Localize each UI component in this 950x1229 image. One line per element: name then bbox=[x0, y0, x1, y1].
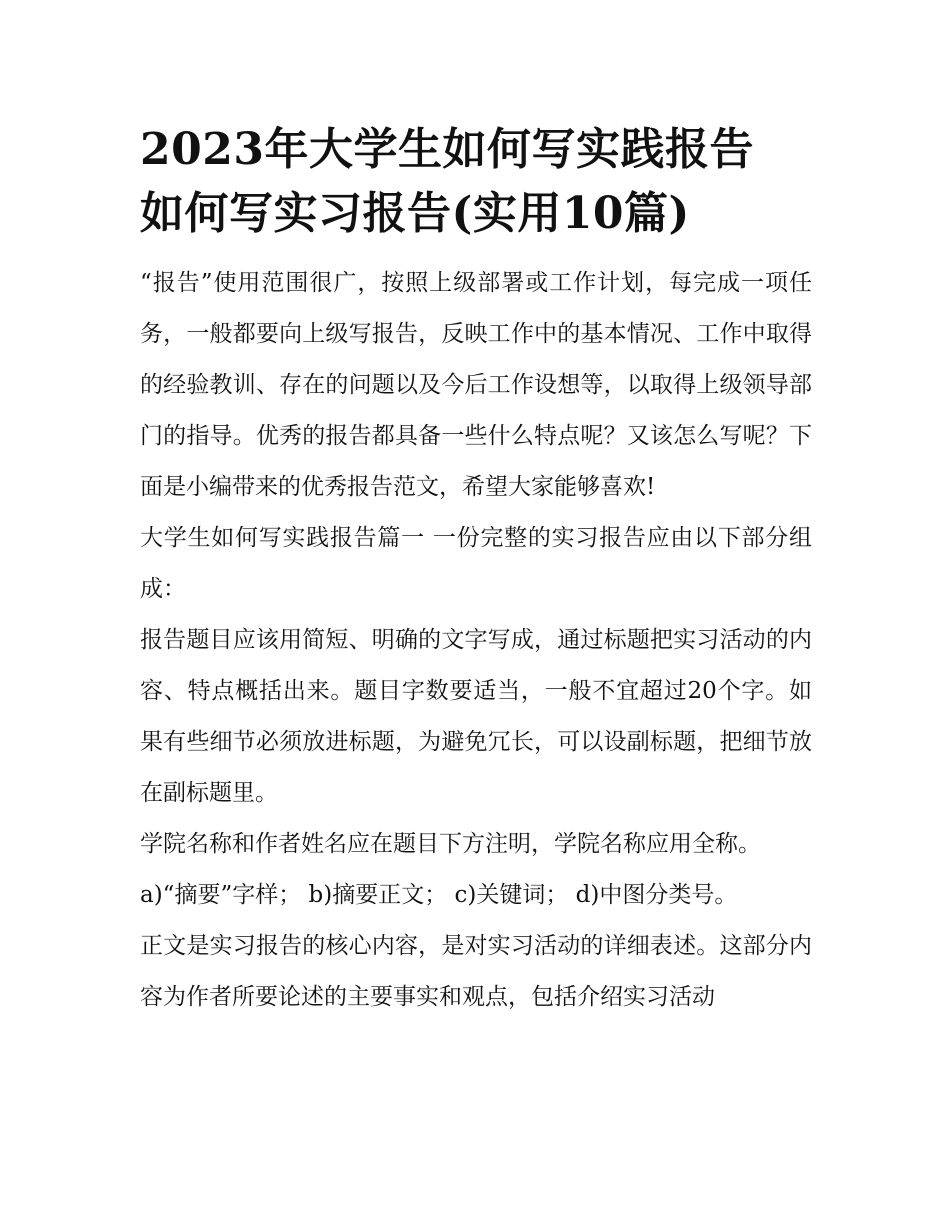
author-info-paragraph: 学院名称和作者姓名应在题目下方注明，学院名称应用全称。 bbox=[140, 831, 761, 857]
title-line-2: 如何写实习报告(实用10篇) bbox=[140, 188, 690, 239]
document-title bbox=[140, 118, 812, 246]
title-guideline-paragraph: 报告题目应该用简短、明确的文字写成，通过标题把实习活动的内容、特点概括出来。题目字数要适当，一般不宜超过20个字。如果有些细节必须放进标题，为避免冗长，可以设副标题，把细节放在副标题里。 bbox=[140, 627, 812, 806]
document-page bbox=[140, 118, 812, 1023]
abstract-items-paragraph: a)“摘要”字样； b)摘要正文； c)关键词； d)中图分类号。 bbox=[140, 882, 738, 908]
section-one-heading-paragraph: 大学生如何写实践报告篇一 一份完整的实习报告应由以下部分组成： bbox=[140, 525, 812, 602]
body-text-paragraph: 正文是实习报告的核心内容，是对实习活动的详细表述。这部分内容为作者所要论述的主要事实和观点，包括介绍实习活动 bbox=[140, 933, 812, 1010]
intro-paragraph: “报告”使用范围很广，按照上级部署或工作计划，每完成一项任务，一般都要向上级写报告，反映工作中的基本情况、工作中取得的经验教训、存在的问题以及今后工作设想等，以取得上级领导部门的指导。优秀的报告都具备一些什么特点呢？又该怎么写呢？下面是小编带来的优秀报告范文，希望大家能够喜欢! bbox=[140, 270, 812, 500]
title-line-1: 2023年大学生如何写实践报告 bbox=[140, 124, 754, 175]
